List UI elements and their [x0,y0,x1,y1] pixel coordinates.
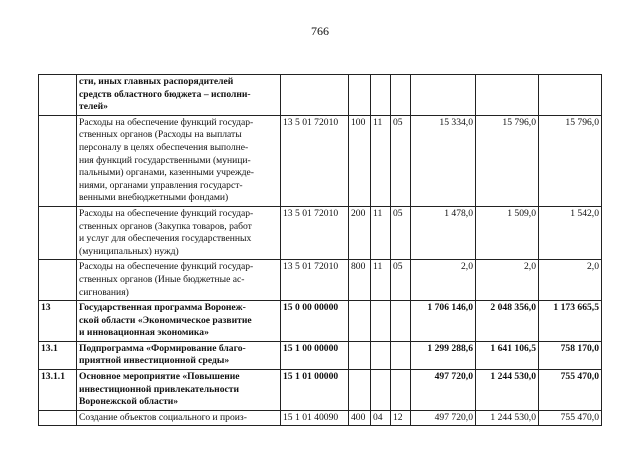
target-article-code-cell: 13 5 01 72010 [281,260,349,301]
table-row [39,410,602,426]
table-row [39,206,602,259]
target-article-code-cell: 13 5 01 72010 [281,115,349,206]
subsection-code-cell: 12 [391,410,411,426]
section-code-cell: 11 [371,206,391,259]
subsection-code-cell: 05 [391,206,411,259]
table-row [39,370,602,411]
amount-year-1-cell: 497 720,0 [411,370,476,411]
table-row [39,115,602,206]
row-description-cell: Создание объектов социального и произ- [77,410,281,426]
target-article-code-cell: 15 0 00 00000 [281,301,349,342]
table-row [39,301,602,342]
amount-year-2-cell [476,75,539,116]
row-description-cell: Расходы на обеспечение функций государ- ственных органов (Расходы на выплаты персоналу в целях обеспечения выполне- ния функций государственными (муници- пальными) органами, казенными учрежде- ниями, органами управления государст- венными внебюджетными фондами) [77,115,281,206]
budget-table [38,74,602,426]
row-index-cell [39,206,77,259]
row-index-cell: 13.1.1 [39,370,77,411]
budget-table-body [39,75,602,426]
target-article-code-cell: 13 5 01 72010 [281,206,349,259]
row-description-cell: Расходы на обеспечение функций государ- ственных органов (Закупка товаров, работ и услуг для обеспечения государственных (муниципальных) нужд) [77,206,281,259]
table-row [39,260,602,301]
table-row [39,341,602,369]
section-code-cell: 04 [371,410,391,426]
subsection-code-cell [391,341,411,369]
amount-year-3-cell [539,75,602,116]
amount-year-1-cell: 2,0 [411,260,476,301]
section-code-cell: 11 [371,115,391,206]
expense-type-cell: 800 [349,260,371,301]
amount-year-2-cell: 1 244 530,0 [476,410,539,426]
expense-type-cell [349,370,371,411]
amount-year-2-cell: 1 641 106,5 [476,341,539,369]
amount-year-2-cell: 15 796,0 [476,115,539,206]
subsection-code-cell: 05 [391,115,411,206]
amount-year-3-cell: 755 470,0 [539,370,602,411]
row-description-cell: Государственная программа Воронеж- ской области «Экономическое развитие и инновационная экономика» [77,301,281,342]
amount-year-1-cell [411,75,476,116]
section-code-cell [371,75,391,116]
target-article-code-cell [281,75,349,116]
row-description-cell: Основное мероприятие «Повышение инвестиционной привлекательности Воронежской области» [77,370,281,411]
expense-type-cell: 200 [349,206,371,259]
amount-year-1-cell: 1 478,0 [411,206,476,259]
subsection-code-cell [391,75,411,116]
target-article-code-cell: 15 1 00 00000 [281,341,349,369]
subsection-code-cell [391,370,411,411]
table-row [39,75,602,116]
row-index-cell: 13.1 [39,341,77,369]
row-index-cell [39,260,77,301]
row-index-cell [39,75,77,116]
section-code-cell [371,370,391,411]
row-description-cell: Подпрограмма «Формирование благо- приятной инвестиционной среды» [77,341,281,369]
amount-year-1-cell: 497 720,0 [411,410,476,426]
expense-type-cell: 100 [349,115,371,206]
amount-year-1-cell: 1 706 146,0 [411,301,476,342]
row-description-cell: сти, иных главных распорядителей средств областного бюджета – исполни- телей» [77,75,281,116]
subsection-code-cell: 05 [391,260,411,301]
amount-year-2-cell: 1 244 530,0 [476,370,539,411]
amount-year-3-cell: 758 170,0 [539,341,602,369]
amount-year-2-cell: 1 509,0 [476,206,539,259]
target-article-code-cell: 15 1 01 40090 [281,410,349,426]
row-index-cell: 13 [39,301,77,342]
amount-year-1-cell: 1 299 288,6 [411,341,476,369]
amount-year-3-cell: 15 796,0 [539,115,602,206]
amount-year-2-cell: 2,0 [476,260,539,301]
amount-year-2-cell: 2 048 356,0 [476,301,539,342]
target-article-code-cell: 15 1 01 00000 [281,370,349,411]
section-code-cell [371,301,391,342]
amount-year-3-cell: 755 470,0 [539,410,602,426]
expense-type-cell [349,301,371,342]
row-index-cell [39,115,77,206]
section-code-cell [371,341,391,369]
amount-year-3-cell: 2,0 [539,260,602,301]
amount-year-3-cell: 1 542,0 [539,206,602,259]
subsection-code-cell [391,301,411,342]
expense-type-cell: 400 [349,410,371,426]
amount-year-1-cell: 15 334,0 [411,115,476,206]
row-index-cell [39,410,77,426]
page-number: 766 [311,24,329,38]
section-code-cell: 11 [371,260,391,301]
amount-year-3-cell: 1 173 665,5 [539,301,602,342]
row-description-cell: Расходы на обеспечение функций государ- ственных органов (Иные бюджетные ас- сигнования) [77,260,281,301]
expense-type-cell [349,75,371,116]
expense-type-cell [349,341,371,369]
